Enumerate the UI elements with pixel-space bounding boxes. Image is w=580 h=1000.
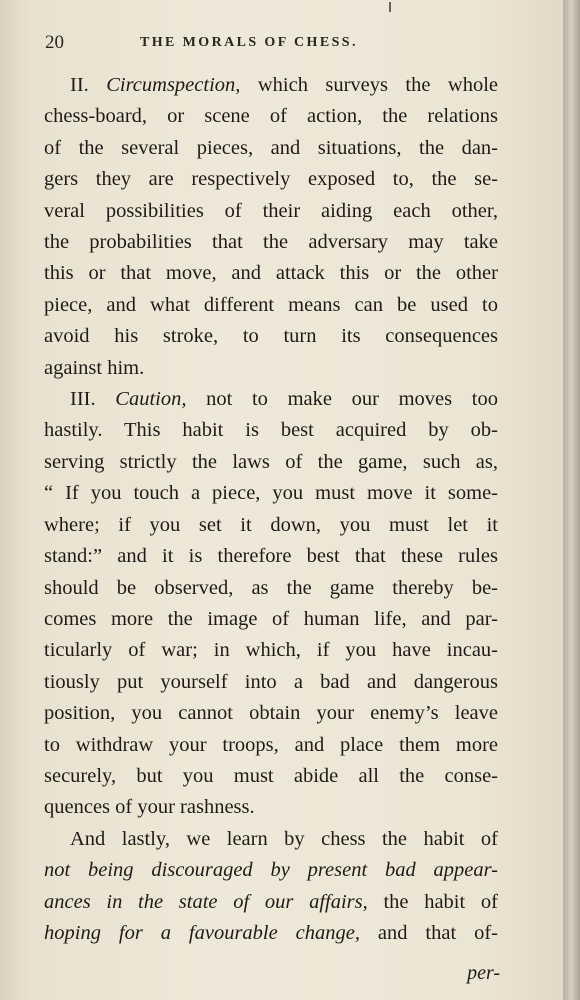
catchword: per- xyxy=(467,962,500,984)
body-text xyxy=(44,70,498,949)
text-line: And lastly, we learn by chess the habit of xyxy=(70,827,498,850)
text-line xyxy=(44,384,498,415)
line-text: the habit of xyxy=(383,890,498,913)
text-line: where; if you set it down, you must let it xyxy=(44,513,498,536)
text-line: “ If you touch a piece, you must move it some- xyxy=(44,482,498,505)
section-numeral: III. xyxy=(70,388,96,411)
text-line: quences of your rashness. xyxy=(44,796,255,819)
section-title: Caution, xyxy=(115,388,187,411)
section-title: Circumspection, xyxy=(106,74,241,96)
text-line xyxy=(44,855,498,886)
italic-text: hoping for a favourable change, xyxy=(44,921,360,944)
paragraph-lastly xyxy=(44,824,498,950)
text-line: should be observed, as the game thereby be- xyxy=(44,576,498,599)
text-line xyxy=(44,918,498,949)
text-line: comes more the image of human life, and par- xyxy=(44,607,498,630)
text-line: gers they are respectively exposed to, the se- xyxy=(44,168,498,191)
text-line: hastily. This habit is best acquired by ob- xyxy=(44,419,498,442)
text-line: avoid his stroke, to turn its consequences xyxy=(44,325,498,348)
line-text: which surveys the whole xyxy=(257,74,499,96)
text-line: against him. xyxy=(44,356,145,379)
page-header xyxy=(45,28,505,60)
text-line: to withdraw your troops, and place them more xyxy=(44,733,498,756)
running-head: THE MORALS OF CHESS. xyxy=(140,35,358,50)
text-line: piece, and what different means can be used to xyxy=(44,293,498,316)
text-line: this or that move, and attack this or the other xyxy=(44,262,498,285)
top-mark xyxy=(389,2,391,12)
section-numeral: II. xyxy=(70,74,89,96)
page-edge xyxy=(563,0,580,1000)
text-line: position, you cannot obtain your enemy’s leave xyxy=(44,702,498,725)
page-gutter-shading xyxy=(0,0,30,1000)
paragraph-caution xyxy=(44,384,498,824)
line-text: and that of- xyxy=(377,921,499,944)
text-line: securely, but you must abide all the conse- xyxy=(44,764,498,787)
italic-text: not being discouraged by present bad appear- xyxy=(44,859,498,882)
page-number: 20 xyxy=(45,32,64,53)
text-line: the probabilities that the adversary may take xyxy=(44,231,498,254)
text-line: veral possibilities of their aiding each other, xyxy=(44,199,498,222)
text-line: ticularly of war; in which, if you have incau- xyxy=(44,639,498,662)
paragraph-circumspection xyxy=(44,70,498,384)
text-line: of the several pieces, and situations, the dan- xyxy=(44,136,498,159)
line-text: not to make our moves too xyxy=(206,388,498,411)
text-line: tiously put yourself into a bad and dangerous xyxy=(44,670,498,693)
text-line xyxy=(44,887,498,918)
text-line: serving strictly the laws of the game, such as, xyxy=(44,450,498,473)
italic-text: ances in the state of our affairs, xyxy=(44,890,368,913)
text-line: stand:” and it is therefore best that these rules xyxy=(44,545,498,568)
text-line xyxy=(44,70,498,101)
text-line: chess-board, or scene of action, the relations xyxy=(44,105,498,128)
